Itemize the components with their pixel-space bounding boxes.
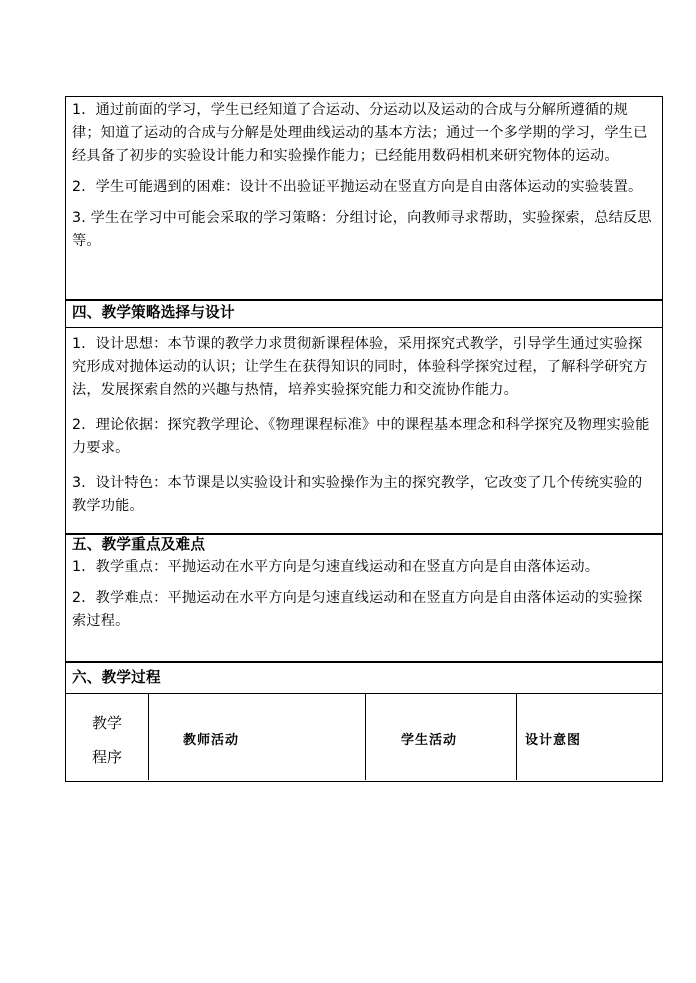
process-order-header: 教学 程序 — [66, 694, 149, 780]
learner-analysis-point-3: 3. 学生在学习中可能会采取的学习策略：分组讨论，向教师寻求帮助，实验探索，总结反思等。 — [72, 210, 652, 249]
student-activity-header: 学生活动 — [366, 694, 517, 780]
key-points-heading: 五、教学重点及难点 — [72, 536, 206, 553]
section-learner-analysis — [65, 96, 663, 301]
teacher-activity-header: 教师活动 — [149, 694, 366, 780]
section-teaching-process — [65, 661, 663, 782]
learner-analysis-point-2: 2．学生可能遇到的困难：设计不出验证平抛运动在竖直方向是自由落体运动的实验装置。 — [72, 179, 643, 195]
strategy-point-3: 3．设计特色：本节课是以实验设计和实验操作为主的探究教学，它改变了几个传统实验的教学功能。 — [72, 475, 643, 514]
strategy-heading: 四、教学策略选择与设计 — [72, 304, 235, 321]
section-strategy — [65, 299, 663, 535]
strategy-point-1: 1．设计思想：本节课的教学力求贯彻新课程体验，采用探究式教学，引导学生通过实验探究形成对抛体运动的认识；让学生在获得知识的同时，体验科学探究过程，了解科学研究方法，发展探索自然的兴趣与热情，培养实验探究能力和交流协作能力。 — [72, 336, 648, 398]
key-point: 1．教学重点：平抛运动在水平方向是匀速直线运动和在竖直方向是自由落体运动。 — [72, 559, 600, 575]
difficult-point: 2．教学难点：平抛运动在水平方向是匀速直线运动和在竖直方向是自由落体运动的实验探索过程。 — [72, 590, 643, 629]
teaching-process-heading: 六、教学过程 — [72, 669, 161, 686]
strategy-point-2: 2．理论依据：探究教学理论、《物理课程标准》中的课程基本理念和科学探究及物理实验能力要求。 — [72, 417, 650, 456]
process-table-header-row — [66, 694, 662, 780]
learner-analysis-point-1: 1．通过前面的学习，学生已经知道了合运动、分运动以及运动的合成与分解所遵循的规律；知道了运动的合成与分解是处理曲线运动的基本方法；通过一个多学期的学习，学生已经具备了初步的实验设计能力和实验操作能力；已经能用数码相机来研究物体的运动。 — [72, 102, 648, 164]
section-key-points — [65, 533, 663, 663]
design-intent-header: 设计意图 — [525, 733, 582, 748]
